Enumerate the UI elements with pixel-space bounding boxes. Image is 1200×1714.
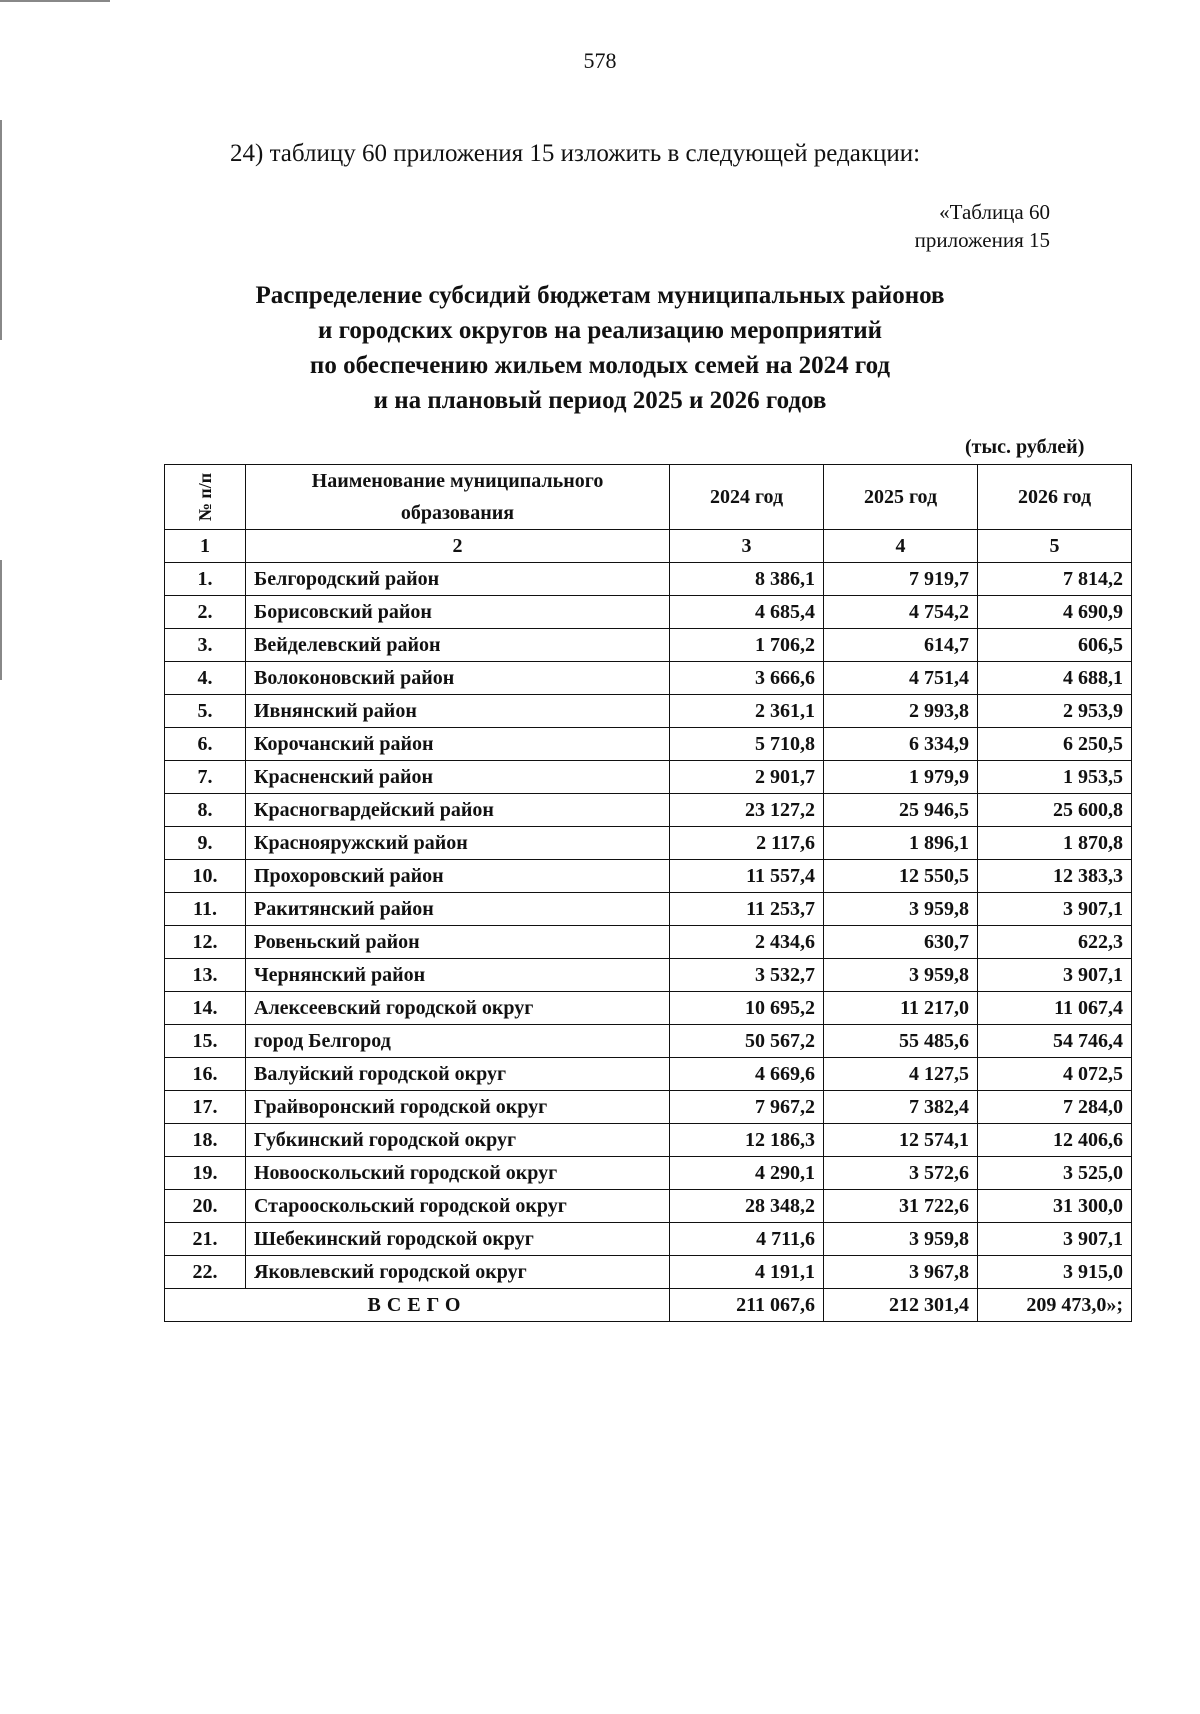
row-number: 15.: [165, 1025, 246, 1058]
table-row: [165, 893, 1132, 926]
row-number: 12.: [165, 926, 246, 959]
row-value-2025: 3 959,8: [824, 959, 978, 992]
row-value-2024: 4 669,6: [670, 1058, 824, 1091]
table-row: [165, 992, 1132, 1025]
table-row: [165, 959, 1132, 992]
row-number: 17.: [165, 1091, 246, 1124]
total-2026: 209 473,0»;: [978, 1289, 1132, 1322]
row-name: Губкинский городской округ: [246, 1124, 670, 1157]
row-value-2025: 25 946,5: [824, 794, 978, 827]
row-number: 10.: [165, 860, 246, 893]
row-name: Яковлевский городской округ: [246, 1256, 670, 1289]
row-number: 20.: [165, 1190, 246, 1223]
row-value-2024: 10 695,2: [670, 992, 824, 1025]
row-value-2026: 4 072,5: [978, 1058, 1132, 1091]
row-name: город Белгород: [246, 1025, 670, 1058]
row-value-2024: 11 253,7: [670, 893, 824, 926]
table-row: [165, 1223, 1132, 1256]
row-value-2025: 614,7: [824, 629, 978, 662]
header-2026: 2026 год: [978, 465, 1132, 530]
row-value-2025: 4 754,2: [824, 596, 978, 629]
row-value-2024: 4 711,6: [670, 1223, 824, 1256]
row-value-2025: 630,7: [824, 926, 978, 959]
row-name: Красногвардейский район: [246, 794, 670, 827]
row-value-2025: 55 485,6: [824, 1025, 978, 1058]
row-value-2025: 3 959,8: [824, 1223, 978, 1256]
row-value-2025: 3 967,8: [824, 1256, 978, 1289]
table-reference: [915, 198, 1050, 254]
table-row: [165, 728, 1132, 761]
row-name: Вейделевский район: [246, 629, 670, 662]
row-value-2026: 622,3: [978, 926, 1132, 959]
row-value-2024: 4 290,1: [670, 1157, 824, 1190]
row-value-2026: 2 953,9: [978, 695, 1132, 728]
row-name: Белгородский район: [246, 563, 670, 596]
row-value-2026: 12 406,6: [978, 1124, 1132, 1157]
table-body: [165, 563, 1132, 1289]
table-row: [165, 827, 1132, 860]
row-value-2026: 4 688,1: [978, 662, 1132, 695]
table-row: [165, 860, 1132, 893]
row-value-2024: 7 967,2: [670, 1091, 824, 1124]
header-name: Наименование муниципального образования: [246, 465, 670, 530]
row-value-2025: 4 127,5: [824, 1058, 978, 1091]
row-value-2025: 31 722,6: [824, 1190, 978, 1223]
table-row: [165, 563, 1132, 596]
scan-edge-mark: [0, 120, 2, 340]
row-name: Ивнянский район: [246, 695, 670, 728]
row-name: Ровеньский район: [246, 926, 670, 959]
units-label: (тыс. рублей): [965, 436, 1085, 458]
table-row: [165, 1091, 1132, 1124]
subsidy-table: [164, 464, 1132, 1322]
row-value-2026: 12 383,3: [978, 860, 1132, 893]
row-number: 14.: [165, 992, 246, 1025]
total-label: ВСЕГО: [165, 1289, 670, 1322]
total-2025: 212 301,4: [824, 1289, 978, 1322]
column-number: 2: [246, 530, 670, 563]
row-number: 7.: [165, 761, 246, 794]
row-number: 11.: [165, 893, 246, 926]
title-line: и на плановый период 2025 и 2026 годов: [373, 387, 827, 414]
row-value-2024: 50 567,2: [670, 1025, 824, 1058]
column-number: 4: [824, 530, 978, 563]
table-row: [165, 695, 1132, 728]
table-row: [165, 794, 1132, 827]
row-name: Шебекинский городской округ: [246, 1223, 670, 1256]
row-number: 3.: [165, 629, 246, 662]
row-name: Борисовский район: [246, 596, 670, 629]
row-value-2026: 54 746,4: [978, 1025, 1132, 1058]
row-number: 1.: [165, 563, 246, 596]
table-row: [165, 1124, 1132, 1157]
row-name: Волоконовский район: [246, 662, 670, 695]
row-value-2024: 3 666,6: [670, 662, 824, 695]
row-number: 21.: [165, 1223, 246, 1256]
table-row: [165, 1256, 1132, 1289]
row-value-2026: 3 907,1: [978, 959, 1132, 992]
scan-edge-mark: [0, 560, 2, 680]
row-value-2024: 23 127,2: [670, 794, 824, 827]
table-row: [165, 662, 1132, 695]
row-value-2024: 2 901,7: [670, 761, 824, 794]
row-value-2026: 3 907,1: [978, 893, 1132, 926]
row-value-2024: 2 117,6: [670, 827, 824, 860]
row-value-2026: 6 250,5: [978, 728, 1132, 761]
row-name: Новооскольский городской округ: [246, 1157, 670, 1190]
row-value-2024: 5 710,8: [670, 728, 824, 761]
row-number: 4.: [165, 662, 246, 695]
row-value-2026: 3 525,0: [978, 1157, 1132, 1190]
total-2024: 211 067,6: [670, 1289, 824, 1322]
row-number: 19.: [165, 1157, 246, 1190]
row-number: 13.: [165, 959, 246, 992]
row-value-2025: 1 896,1: [824, 827, 978, 860]
row-number: 5.: [165, 695, 246, 728]
table-row: [165, 926, 1132, 959]
document-title: [150, 278, 1050, 418]
row-number: 6.: [165, 728, 246, 761]
table-row: [165, 1190, 1132, 1223]
table-reference-line: приложения 15: [914, 228, 1050, 252]
row-value-2024: 11 557,4: [670, 860, 824, 893]
row-name: Корочанский район: [246, 728, 670, 761]
row-value-2024: 2 361,1: [670, 695, 824, 728]
row-value-2026: 7 814,2: [978, 563, 1132, 596]
row-value-2025: 6 334,9: [824, 728, 978, 761]
column-number: 1: [165, 530, 246, 563]
header-number: [165, 465, 246, 530]
row-value-2024: 4 191,1: [670, 1256, 824, 1289]
table-header-row: [165, 465, 1132, 530]
row-value-2026: 11 067,4: [978, 992, 1132, 1025]
row-value-2024: 4 685,4: [670, 596, 824, 629]
amendment-instruction: 24) таблицу 60 приложения 15 изложить в следующей редакции:: [230, 140, 921, 167]
row-name: Валуйский городской округ: [246, 1058, 670, 1091]
row-name: Старооскольский городской округ: [246, 1190, 670, 1223]
row-value-2026: 3 915,0: [978, 1256, 1132, 1289]
row-value-2024: 12 186,3: [670, 1124, 824, 1157]
column-number: 5: [978, 530, 1132, 563]
row-name: Грайворонский городской округ: [246, 1091, 670, 1124]
row-value-2025: 2 993,8: [824, 695, 978, 728]
row-value-2025: 3 959,8: [824, 893, 978, 926]
row-number: 22.: [165, 1256, 246, 1289]
row-value-2026: 1 870,8: [978, 827, 1132, 860]
row-number: 18.: [165, 1124, 246, 1157]
table-row: [165, 1025, 1132, 1058]
column-number-row: [165, 530, 1132, 563]
row-value-2025: 12 574,1: [824, 1124, 978, 1157]
row-name: Алексеевский городской округ: [246, 992, 670, 1025]
row-number: 9.: [165, 827, 246, 860]
row-number: 2.: [165, 596, 246, 629]
row-value-2025: 4 751,4: [824, 662, 978, 695]
row-name: Красненский район: [246, 761, 670, 794]
row-value-2026: 4 690,9: [978, 596, 1132, 629]
row-value-2024: 1 706,2: [670, 629, 824, 662]
row-name: Ракитянский район: [246, 893, 670, 926]
total-row: [165, 1289, 1132, 1322]
title-line: Распределение субсидий бюджетам муниципальных районов: [255, 282, 945, 309]
table-row: [165, 761, 1132, 794]
title-line: и городских округов на реализацию мероприятий: [317, 317, 883, 344]
table-row: [165, 596, 1132, 629]
row-value-2025: 7 382,4: [824, 1091, 978, 1124]
row-value-2025: 1 979,9: [824, 761, 978, 794]
row-value-2025: 3 572,6: [824, 1157, 978, 1190]
column-number: 3: [670, 530, 824, 563]
row-value-2026: 25 600,8: [978, 794, 1132, 827]
title-line: по обеспечению жильем молодых семей на 2024 год: [309, 352, 891, 379]
row-value-2024: 8 386,1: [670, 563, 824, 596]
row-number: 8.: [165, 794, 246, 827]
header-2025: 2025 год: [824, 465, 978, 530]
table-reference-line: «Таблица 60: [939, 200, 1050, 224]
row-value-2024: 28 348,2: [670, 1190, 824, 1223]
row-name: Чернянский район: [246, 959, 670, 992]
scan-edge-mark: [0, 0, 110, 2]
header-2024: 2024 год: [670, 465, 824, 530]
row-value-2026: 7 284,0: [978, 1091, 1132, 1124]
row-value-2026: 31 300,0: [978, 1190, 1132, 1223]
table-row: [165, 629, 1132, 662]
table-row: [165, 1157, 1132, 1190]
header-number-text: № п/п: [195, 472, 215, 522]
row-value-2024: 3 532,7: [670, 959, 824, 992]
table-row: [165, 1058, 1132, 1091]
row-value-2025: 7 919,7: [824, 563, 978, 596]
row-name: Краснояружский район: [246, 827, 670, 860]
row-number: 16.: [165, 1058, 246, 1091]
row-value-2024: 2 434,6: [670, 926, 824, 959]
row-value-2025: 11 217,0: [824, 992, 978, 1025]
row-value-2026: 3 907,1: [978, 1223, 1132, 1256]
row-name: Прохоровский район: [246, 860, 670, 893]
page-number: 578: [583, 48, 617, 73]
row-value-2026: 606,5: [978, 629, 1132, 662]
row-value-2025: 12 550,5: [824, 860, 978, 893]
row-value-2026: 1 953,5: [978, 761, 1132, 794]
